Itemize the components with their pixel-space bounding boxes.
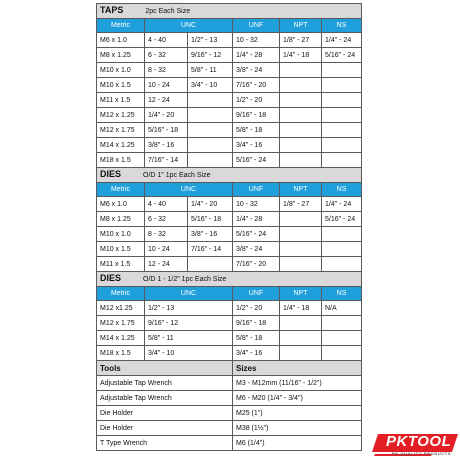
table-row [97, 108, 362, 123]
col-unf: UNF [233, 287, 280, 301]
tools-section-header [97, 361, 362, 376]
cell: Adjustable Tap Wrench [97, 391, 233, 406]
cell [322, 331, 362, 346]
cell [280, 227, 322, 242]
cell: 5/16" - 24 [233, 153, 280, 168]
cell [280, 78, 322, 93]
cell: M11 x 1.5 [97, 257, 145, 272]
cell: 12 - 24 [145, 257, 188, 272]
cell [280, 123, 322, 138]
cell [322, 242, 362, 257]
cell: M3 - M12mm (11/16" - 1/2") [233, 376, 362, 391]
cell: 1/2" - 20 [233, 93, 280, 108]
cell [280, 346, 322, 361]
cell: M18 x 1.5 [97, 346, 145, 361]
cell: 1/8" - 27 [280, 33, 322, 48]
sizes-title: Sizes [233, 361, 362, 376]
table-row [97, 63, 362, 78]
cell: M10 x 1.5 [97, 242, 145, 257]
cell: 7/16" - 14 [145, 153, 188, 168]
table-row [97, 33, 362, 48]
cell: 1/2" - 20 [233, 301, 280, 316]
table-row [97, 138, 362, 153]
cell: M8 x 1.25 [97, 212, 145, 227]
table-row [97, 227, 362, 242]
col-ns: NS [322, 183, 362, 197]
cell: 9/16" - 18 [233, 316, 280, 331]
table-row [97, 376, 362, 391]
cell [322, 123, 362, 138]
cell: 1/4" - 20 [145, 108, 188, 123]
table-row [97, 48, 362, 63]
table-row [97, 331, 362, 346]
table-row [97, 436, 362, 451]
cell: M18 x 1.5 [97, 153, 145, 168]
dies2-subtitle: O/D 1 - 1/2" 1pc Each Size [143, 276, 227, 283]
cell: 10 - 24 [145, 242, 188, 257]
col-unc: UNC [145, 287, 233, 301]
cell: 5/16" - 24 [322, 48, 362, 63]
cell: M10 x 1.0 [97, 227, 145, 242]
dies1-title: DIES [100, 169, 122, 179]
cell [280, 242, 322, 257]
table-row [97, 391, 362, 406]
cell [322, 346, 362, 361]
cell: 12 - 24 [145, 93, 188, 108]
cell: M6 x 1.0 [97, 33, 145, 48]
taps-subtitle: 2pc Each Size [145, 8, 191, 15]
col-npt: NPT [280, 19, 322, 33]
cell: T Type Wrench [97, 436, 233, 451]
cell [322, 108, 362, 123]
cell [280, 93, 322, 108]
taps-section-header [97, 4, 362, 19]
col-unf: UNF [233, 183, 280, 197]
cell: 1/4" - 28 [233, 212, 280, 227]
col-metric: Metric [97, 183, 145, 197]
cell [280, 257, 322, 272]
table-row [97, 212, 362, 227]
cell: 4 - 40 [145, 33, 188, 48]
cell: M25 (1") [233, 406, 362, 421]
cell [188, 257, 233, 272]
cell: 9/16" - 18 [233, 108, 280, 123]
cell: 6 - 32 [145, 48, 188, 63]
dies2-title: DIES [100, 273, 122, 283]
cell: 1/4" - 18 [280, 48, 322, 63]
cell: 1/4" - 24 [322, 197, 362, 212]
dies2-section-header [97, 272, 362, 287]
taps-column-headers [97, 19, 362, 33]
table-row [97, 153, 362, 168]
cell: 1/8" - 27 [280, 197, 322, 212]
cell: 3/8" - 16 [188, 227, 233, 242]
cell [322, 227, 362, 242]
cell: 7/16" - 20 [233, 257, 280, 272]
tap-die-size-chart [96, 3, 361, 451]
logo-text: PKTOOL [386, 433, 452, 450]
cell: 7/16" - 14 [188, 242, 233, 257]
cell: 10 - 24 [145, 78, 188, 93]
cell [188, 138, 233, 153]
cell [280, 316, 322, 331]
cell [188, 93, 233, 108]
cell: Adjustable Tap Wrench [97, 376, 233, 391]
cell: 5/16" - 24 [233, 227, 280, 242]
cell: N/A [322, 301, 362, 316]
cell [322, 138, 362, 153]
cell [322, 257, 362, 272]
cell: 1/4" - 28 [233, 48, 280, 63]
cell: M12 x 1.75 [97, 123, 145, 138]
tools-title: Tools [97, 361, 233, 376]
cell: M12 x 1.75 [97, 316, 145, 331]
col-ns: NS [322, 19, 362, 33]
cell: M11 x 1.5 [97, 93, 145, 108]
col-npt: NPT [280, 183, 322, 197]
cell: 1/2" - 13 [188, 33, 233, 48]
table-row [97, 93, 362, 108]
cell: 8 - 32 [145, 63, 188, 78]
cell: M12 x1.25 [97, 301, 145, 316]
cell: 10 - 32 [233, 197, 280, 212]
col-unf: UNF [233, 19, 280, 33]
cell: 1/4" - 18 [280, 301, 322, 316]
cell: 8 - 32 [145, 227, 188, 242]
cell: 1/4" - 24 [322, 33, 362, 48]
cell: 5/16" - 24 [322, 212, 362, 227]
cell: M8 x 1.25 [97, 48, 145, 63]
size-table [96, 3, 362, 451]
cell: 5/8" - 18 [233, 123, 280, 138]
cell [322, 78, 362, 93]
col-metric: Metric [97, 19, 145, 33]
cell: M12 x 1.25 [97, 108, 145, 123]
cell: 5/8" - 11 [188, 63, 233, 78]
cell [280, 212, 322, 227]
cell: 3/8" - 24 [233, 242, 280, 257]
cell [188, 123, 233, 138]
cell: 5/8" - 11 [145, 331, 233, 346]
col-unc: UNC [145, 19, 233, 33]
table-row [97, 257, 362, 272]
cell: 5/8" - 18 [233, 331, 280, 346]
cell [280, 153, 322, 168]
cell: M14 x 1.25 [97, 138, 145, 153]
cell [188, 108, 233, 123]
cell [322, 93, 362, 108]
cell: 3/4" - 16 [233, 138, 280, 153]
cell: M10 x 1.0 [97, 63, 145, 78]
cell: M10 x 1.5 [97, 78, 145, 93]
cell: 1/4" - 20 [188, 197, 233, 212]
cell [322, 63, 362, 78]
dies1-column-headers [97, 183, 362, 197]
table-row [97, 421, 362, 436]
cell: 7/16" - 20 [233, 78, 280, 93]
cell: 5/16" - 18 [188, 212, 233, 227]
cell: M6 (1/4") [233, 436, 362, 451]
cell [188, 153, 233, 168]
taps-title: TAPS [100, 5, 124, 15]
dies2-column-headers [97, 287, 362, 301]
table-row [97, 123, 362, 138]
cell [280, 63, 322, 78]
cell: 9/16" - 12 [145, 316, 233, 331]
cell: 3/4" - 10 [145, 346, 233, 361]
cell: Die Holder [97, 421, 233, 436]
cell: 9/16" - 12 [188, 48, 233, 63]
cell: 3/4" - 10 [188, 78, 233, 93]
table-row [97, 78, 362, 93]
cell: 3/4" - 16 [233, 346, 280, 361]
cell: M6 - M20 (1/4" - 3/4") [233, 391, 362, 406]
cell [280, 331, 322, 346]
cell [322, 316, 362, 331]
table-row [97, 316, 362, 331]
table-row [97, 346, 362, 361]
cell: 4 - 40 [145, 197, 188, 212]
table-row [97, 242, 362, 257]
dies1-section-header [97, 168, 362, 183]
cell [280, 138, 322, 153]
dies1-subtitle: O/D 1" 1pc Each Size [143, 172, 211, 179]
table-row [97, 406, 362, 421]
cell [280, 108, 322, 123]
cell: Die Holder [97, 406, 233, 421]
cell: 3/8" - 24 [233, 63, 280, 78]
col-npt: NPT [280, 287, 322, 301]
table-row [97, 301, 362, 316]
cell: 1/2" - 13 [145, 301, 233, 316]
cell: M14 x 1.25 [97, 331, 145, 346]
col-metric: Metric [97, 287, 145, 301]
cell: 6 - 32 [145, 212, 188, 227]
cell: 3/8" - 16 [145, 138, 188, 153]
table-row [97, 197, 362, 212]
cell [322, 153, 362, 168]
col-ns: NS [322, 287, 362, 301]
col-unc: UNC [145, 183, 233, 197]
cell: M6 x 1.0 [97, 197, 145, 212]
cell: 10 - 32 [233, 33, 280, 48]
cell: 5/16" - 18 [145, 123, 188, 138]
logo-tagline: PK QUALITY PRODUCTS [392, 451, 452, 456]
cell: M38 (1½") [233, 421, 362, 436]
